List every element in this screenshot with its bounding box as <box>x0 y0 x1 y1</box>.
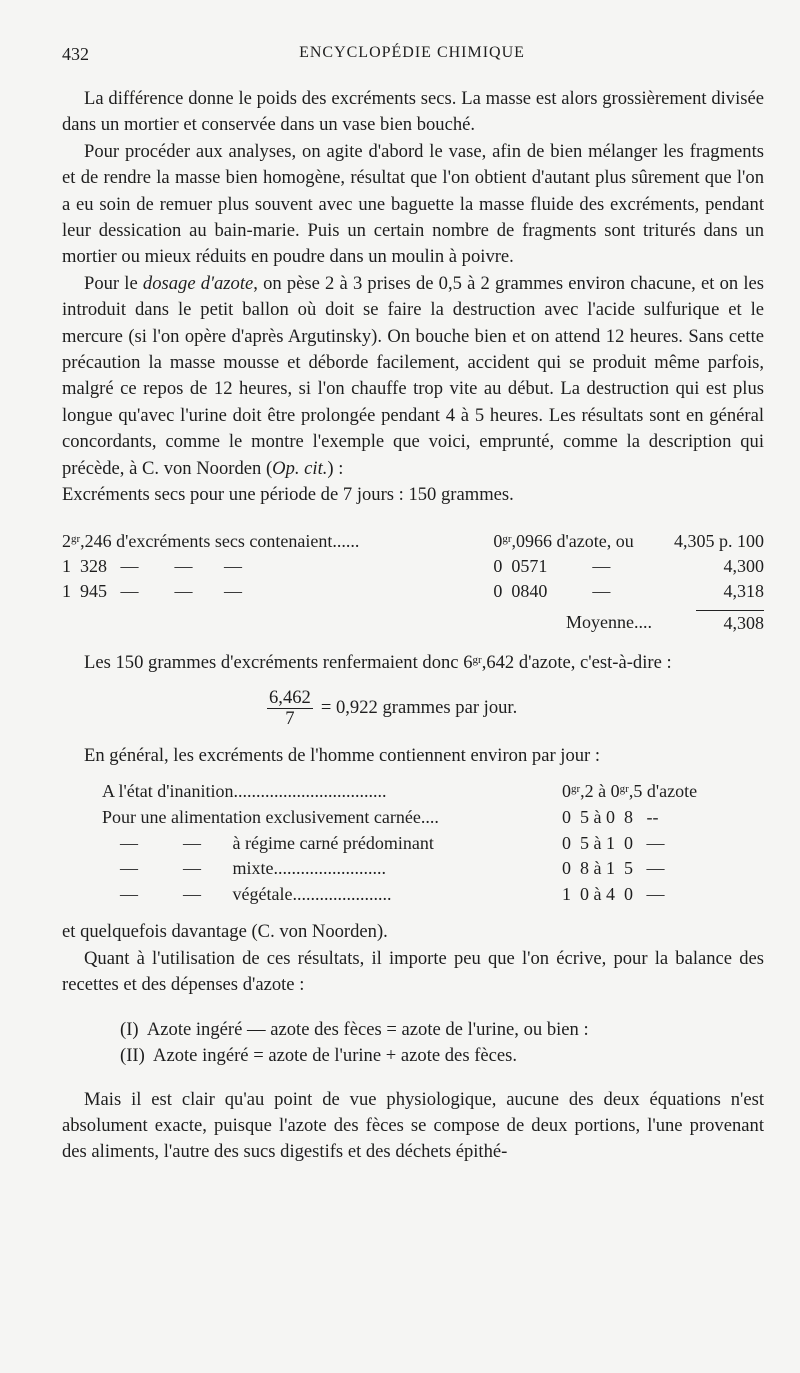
table-row <box>62 579 764 604</box>
table-cell: — <box>583 555 611 576</box>
table-cell: ou <box>615 530 634 551</box>
nitrogen-results-table <box>62 529 764 636</box>
paragraph <box>62 650 764 676</box>
table-cell: 0 0840 <box>493 580 548 601</box>
text-run: Pour le <box>84 272 143 294</box>
numerator: 6,462 <box>269 686 311 708</box>
mean-value: 4,308 <box>696 610 764 636</box>
table-cell: — — mixte......................... <box>102 858 386 879</box>
table-cell: 1 0 à 4 0 — <box>562 883 665 904</box>
text-run: ,642 d'azote, c'est-à-dire : <box>481 651 672 673</box>
paragraph <box>62 271 764 482</box>
table-cell: 0 8 à 1 5 — <box>562 858 665 879</box>
table-row <box>102 882 764 908</box>
italic-citation: Op. cit. <box>272 457 328 479</box>
table-cell: — — à régime carné prédominant <box>102 832 434 853</box>
denominator: 7 <box>285 707 295 729</box>
table-cell: — <box>583 580 611 601</box>
table-cell <box>562 779 762 805</box>
paragraph: et quelquefois davantage (C. von Noorden). <box>62 921 388 943</box>
table-cell: 0 <box>562 781 571 802</box>
text-run: Les 150 grammes d'excréments renfermaient donc 6 <box>84 651 473 673</box>
table-cell: 4,300 <box>723 555 765 576</box>
paragraph: Mais il est clair qu'au point de vue physiologique, aucune des deux équations n'est absolument exacte, puisque l'azote des fèces se compose de deux portions, l'une provenant des aliments, l'autre des sucs digestifs et des déchets épithé- <box>62 1088 764 1163</box>
table-cell: Pour une alimentation exclusivement carnée.... <box>102 806 439 827</box>
equation-1: (I) Azote ingéré — azote des fèces = azote de l'urine, ou bien : <box>120 1018 589 1040</box>
excretion-table <box>102 779 764 907</box>
table-row <box>102 831 764 857</box>
equation-2: (II) Azote ingéré = azote de l'urine + azote des fèces. <box>120 1044 518 1066</box>
table-cell: 1 328 <box>62 555 107 576</box>
table-cell: 1 945 <box>62 580 107 601</box>
mean-row <box>62 610 764 636</box>
table-cell: ,246 <box>80 530 112 551</box>
paragraph: La différence donne le poids des excréments secs. La masse est alors grossièrement divisée dans un mortier et conservée dans un vase bien bouché. <box>62 88 764 136</box>
table-cell: — — végétale...................... <box>102 883 392 904</box>
unit-sup: gr <box>571 783 581 796</box>
equations <box>120 1017 764 1069</box>
unit-sup: gr <box>502 532 512 545</box>
table-cell: 4,305 p. 100 <box>674 530 765 551</box>
table-row <box>62 529 764 554</box>
unit-sup: gr <box>71 532 81 545</box>
table-row <box>102 779 764 805</box>
table-cell: 0 5 à 0 8 -- <box>562 806 659 827</box>
text-run: , on pèse 2 à 3 prises de 0,5 à 2 grammes environ chacune, et on les introduit dans le petit ballon où doit se faire la destruction avec l'acide sulfurique et le mercure (si l'on opère d'après Argutinsky). On bouche bien et on attend 12 heures. Sans cette précaution la masse mousse et déborde facilement, accident qui se produit même parfois, malgré ce repos de 12 heures, si l'on chauffe trop vite au début. La destruction qui est plus longue qu'avec l'urine doit être prolongée pendant 4 à 5 heures. Les résultats sont en général concordants, comme le montre l'exemple que voici, emprunté, comme la description qui précède, à C. von Noorden ( <box>62 272 764 479</box>
daily-formula <box>267 688 764 729</box>
table-cell: ,0966 d'azote, <box>511 530 612 551</box>
table-cell: 4,318 <box>723 580 765 601</box>
table-cell: 2 <box>62 530 71 551</box>
text-run: ) : <box>327 457 344 479</box>
table-cell: 0 0571 <box>493 555 548 576</box>
mean-label: Moyenne.... <box>566 611 652 632</box>
fraction <box>267 688 313 729</box>
table-cell: d'excréments secs contenaient...... <box>111 530 360 551</box>
unit-sup: gr <box>619 783 629 796</box>
table-cell: ,5 d'azote <box>628 781 698 802</box>
table-cell: 0 <box>493 530 503 551</box>
paragraph: Pour procéder aux analyses, on agite d'abord le vase, afin de bien mélanger les fragments et de rendre la masse bien homogène, résultat que l'on obtient d'autant plus sûrement que l'on a eu soin de remuer plus souvent avec une baguette la masse fluide des excréments, pendant leur dessication au bain-marie. Puis un certain nombre de fragments sont triturés dans un mortier ou mieux réduits en poudre dans un moulin à poivre. <box>62 140 764 268</box>
table-row <box>102 856 764 882</box>
table-cell: 0 5 à 1 0 — <box>562 832 665 853</box>
page-header <box>62 44 762 74</box>
table-cell: A l'état d'inanition.................................. <box>102 781 387 802</box>
table-row <box>102 805 764 831</box>
table-cell: — — — <box>107 555 242 576</box>
table-cell: ,2 à 0 <box>580 781 620 802</box>
running-title: ENCYCLOPÉDIE CHIMIQUE <box>299 44 525 61</box>
italic-term: dosage d'azote <box>142 272 254 294</box>
table-cell: — — — <box>107 580 242 601</box>
paragraph: Quant à l'utilisation de ces résultats, il importe peu que l'on écrive, pour la balance des recettes et des dépenses d'azote : <box>62 947 764 996</box>
page-number: 432 <box>62 44 89 64</box>
formula-result: = 0,922 grammes par jour. <box>320 697 518 719</box>
paragraph: Excréments secs pour une période de 7 jours : 150 grammes. <box>62 484 514 506</box>
paragraph: En général, les excréments de l'homme contiennent environ par jour : <box>84 744 601 766</box>
page-body <box>62 86 764 1166</box>
unit-sup: gr <box>472 653 482 666</box>
table-row <box>62 554 764 579</box>
